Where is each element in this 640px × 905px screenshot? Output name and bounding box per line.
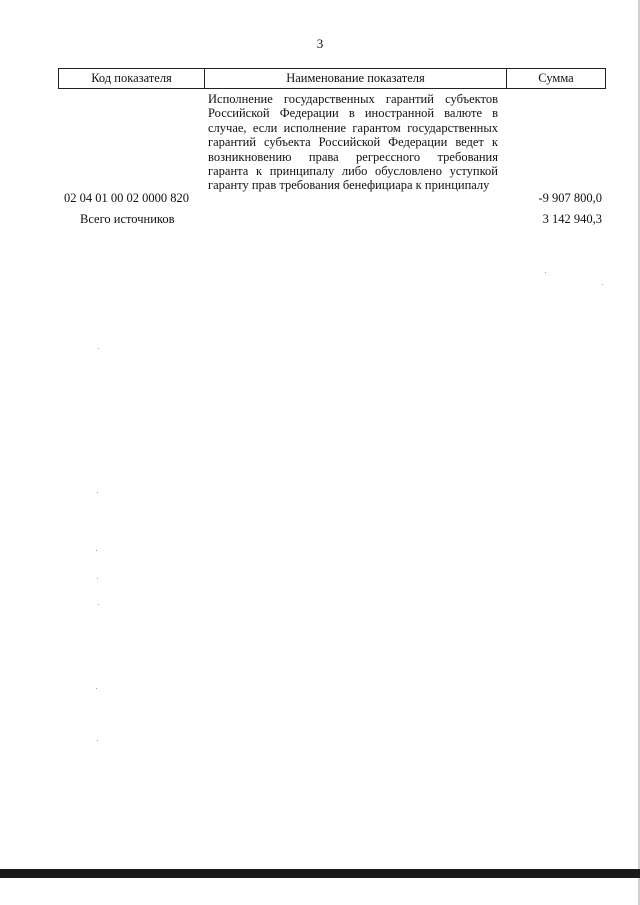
scan-speck <box>96 550 97 551</box>
scan-speck <box>545 272 546 273</box>
table-row <box>58 92 606 207</box>
row-name: Исполнение государственных гарантий субъектов Российской Федерации в иностранной валюте в случае, если исполнение гарантом государственных гарантий субъекта Российской Федерации ведет к возникновению права регрессного требования гаранта к принципалу либо обусловлено уступкой гаранту прав требования бенефициара к принципалу <box>208 92 498 193</box>
header-name: Наименование показателя <box>205 69 507 88</box>
scan-speck <box>97 578 98 579</box>
scan-speck <box>97 492 98 493</box>
total-label: Всего источников <box>80 212 175 226</box>
scan-speck <box>96 688 97 689</box>
scan-border <box>0 869 640 878</box>
total-sum: 3 142 940,3 <box>542 212 602 226</box>
header-sum: Сумма <box>538 71 574 85</box>
scan-speck <box>98 348 99 349</box>
header-code: Код показателя <box>59 69 205 88</box>
row-sum: -9 907 800,0 <box>538 190 602 205</box>
page-number: 3 <box>316 36 324 51</box>
table-header <box>58 68 606 89</box>
scan-speck <box>602 284 603 285</box>
row-code: 02 04 01 00 02 0000 820 <box>64 190 189 205</box>
scan-speck <box>98 604 99 605</box>
total-row <box>58 212 606 230</box>
scan-speck <box>97 740 98 741</box>
